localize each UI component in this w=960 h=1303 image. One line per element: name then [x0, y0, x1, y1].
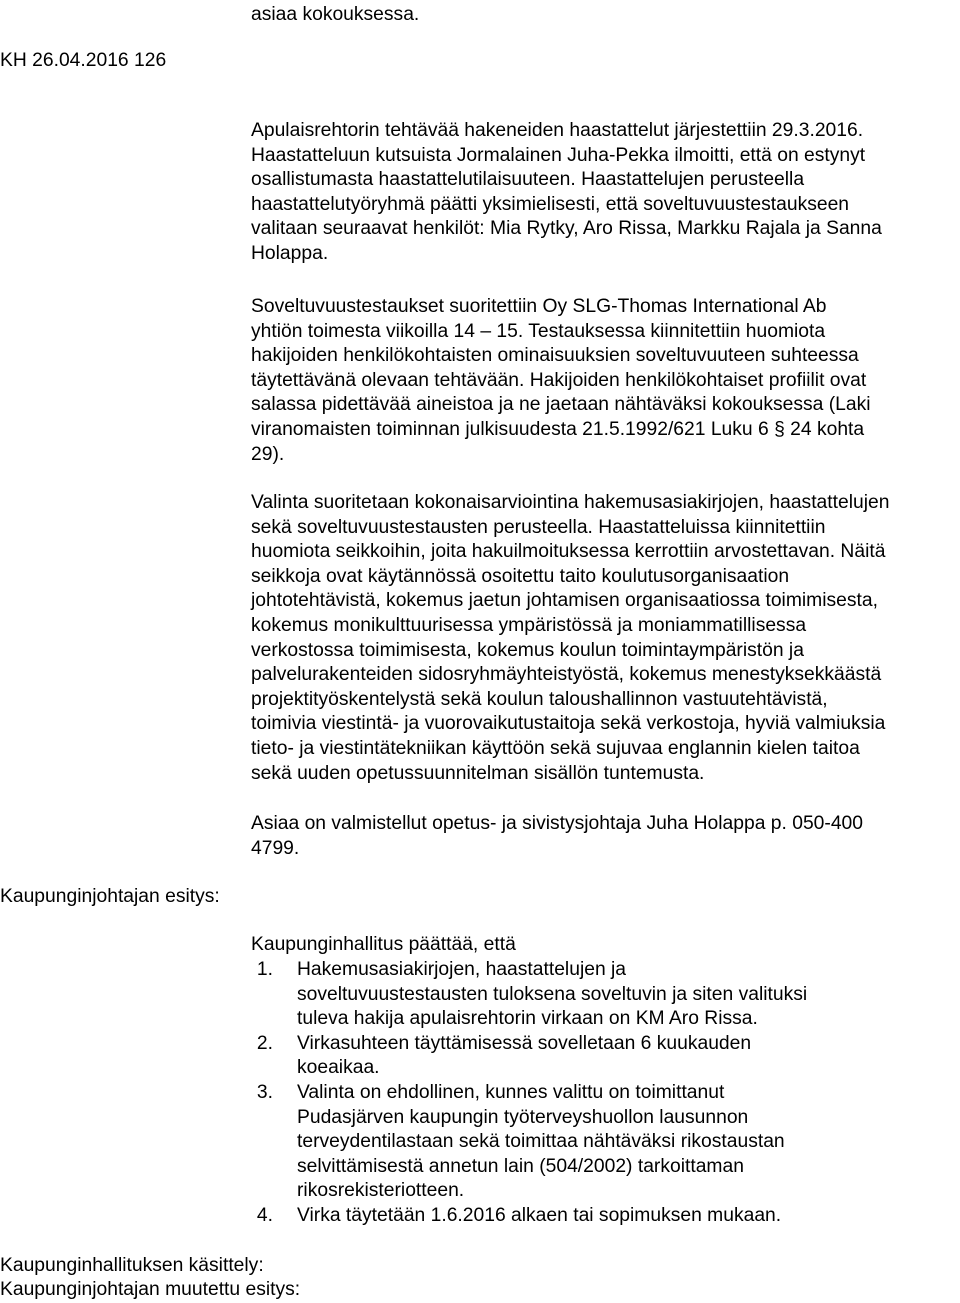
board-handling-label: Kaupunginhallituksen käsittely: [0, 1255, 264, 1276]
text-line: viranomaisten toiminnan julkisuudesta 21.5.1992/621 Luku 6 § 24 kohta [251, 418, 865, 440]
text-line: toimivia viestintä- ja vuorovaikutustaitoja sekä verkostoja, hyviä valmiuksia [251, 713, 886, 735]
decision-item [251, 1081, 807, 1204]
decision-item [251, 1204, 807, 1229]
text-line: Virkasuhteen täyttämisessä sovelletaan 6 kuukauden [297, 1032, 752, 1054]
preparer-contact [251, 812, 960, 861]
text-line: hakijoiden henkilökohtaisten ominaisuuksien soveltuvuuteen suhteessa [251, 345, 859, 367]
item-number: 2. [256, 1032, 273, 1054]
text-line: valitaan seuraavat henkilöt: Mia Rytky, Aro Rissa, Markku Rajala ja Sanna [251, 218, 882, 240]
text-line: selvittämisestä annetun lain (504/2002) tarkoittaman [297, 1155, 744, 1177]
text-line: tuleva hakija apulaisrehtorin virkaan on KM Aro Rissa. [297, 1008, 758, 1030]
decision-item [251, 1032, 807, 1081]
text-line: 29). [251, 443, 285, 465]
text-line: terveydentilastaan sekä toimittaa nähtäväksi rikostaustan [297, 1131, 785, 1153]
text-line: johtotehtävistä, kokemus jaetun johtamisen organisaatiossa toimimisesta, [251, 590, 878, 612]
continuation-text: asiaa kokouksessa. [251, 4, 420, 25]
text-line: Pudasjärven kaupungin työterveyshuollon lausunnon [297, 1106, 749, 1128]
modified-proposal-label: Kaupunginjohtajan muutettu esitys: [0, 1279, 301, 1300]
text-line: Asiaa on valmistellut opetus- ja sivistysjohtaja Juha Holappa p. 050-400 [251, 813, 863, 834]
preparation-paragraph-2 [251, 295, 960, 467]
text-line: tieto- ja viestintätekniikan käyttöön sekä sujuvaa englannin kielen taitoa [251, 737, 860, 759]
text-line: Virka täytetään 1.6.2016 alkaen tai sopimuksen mukaan. [297, 1204, 782, 1226]
item-number: 4. [256, 1204, 273, 1226]
decision-item [251, 958, 807, 1032]
text-line: haastattelutyöryhmä päätti yksimielisesti, että soveltuvuustestaukseen [251, 193, 850, 215]
preparation-paragraph-1 [251, 119, 960, 267]
item-number: 3. [256, 1081, 273, 1103]
decision-list [251, 958, 807, 1229]
text-line: osallistumasta haastattelutilaisuuteen. Haastattelujen perusteella [251, 169, 805, 191]
text-line: täytettävänä olevaan tehtävään. Hakijoiden henkilökohtaiset profiilit ovat [251, 369, 867, 391]
text-line: verkostossa toimimisesta, kokemus koulun toimintaympäristön ja [251, 639, 804, 661]
text-line: sekä soveltuvuustestausten perusteella. Haastatteluissa kiinnitettiin [251, 516, 826, 538]
text-line: huomiota seikkoihin, joita hakuilmoituksessa kerrottiin arvostettavan. Näitä [251, 541, 886, 563]
text-line: rikosrekisteriotteen. [297, 1180, 465, 1202]
text-line: Valinta on ehdollinen, kunnes valittu on toimittanut [297, 1081, 725, 1103]
decision-intro: Kaupunginhallitus päättää, että [251, 934, 516, 955]
preparation-paragraph-3 [251, 491, 960, 786]
text-line: Valinta suoritetaan kokonaisarviointina hakemusasiakirjojen, haastattelujen [251, 492, 890, 513]
text-line: salassa pidettävää aineistoa ja ne jaetaan nähtäväksi kokouksessa (Laki [251, 394, 871, 416]
section-reference: KH 26.04.2016 126 [0, 50, 167, 71]
text-line: Haastatteluun kutsuista Jormalainen Juha-Pekka ilmoitti, että on estynyt [251, 144, 866, 166]
text-line: yhtiön toimesta viikoilla 14 – 15. Testauksessa kiinnitettiin huomiota [251, 320, 826, 342]
text-line: seikkoja ovat käytännössä osoitettu taito koulutusorganisaation [251, 565, 790, 587]
text-line: Holappa. [251, 242, 329, 264]
proposal-label: Kaupunginjohtajan esitys: [0, 886, 220, 907]
text-line: soveltuvuustestausten tuloksena soveltuvin ja siten valituksi [297, 983, 808, 1005]
text-line: projektityöskentelystä sekä koulun taloushallinnon vastuutehtävistä, [251, 688, 828, 710]
text-line: koeaikaa. [297, 1057, 380, 1079]
text-line: kokemus monikulttuurisessa ympäristössä ja moniammatillisessa [251, 614, 807, 636]
text-line: Apulaisrehtorin tehtävää hakeneiden haastattelut järjestettiin 29.3.2016. [251, 120, 864, 141]
text-line: Soveltuvuustestaukset suoritettiin Oy SLG-Thomas International Ab [251, 296, 827, 317]
text-line: palvelurakenteiden sidosryhmäyhteistyöstä, kokemus menestyksekkäästä [251, 664, 882, 686]
text-line: Hakemusasiakirjojen, haastattelujen ja [297, 959, 627, 980]
text-line: 4799. [251, 837, 300, 859]
text-line: sekä uuden opetussuunnitelman sisällön tuntemusta. [251, 762, 705, 784]
item-number: 1. [256, 959, 273, 980]
